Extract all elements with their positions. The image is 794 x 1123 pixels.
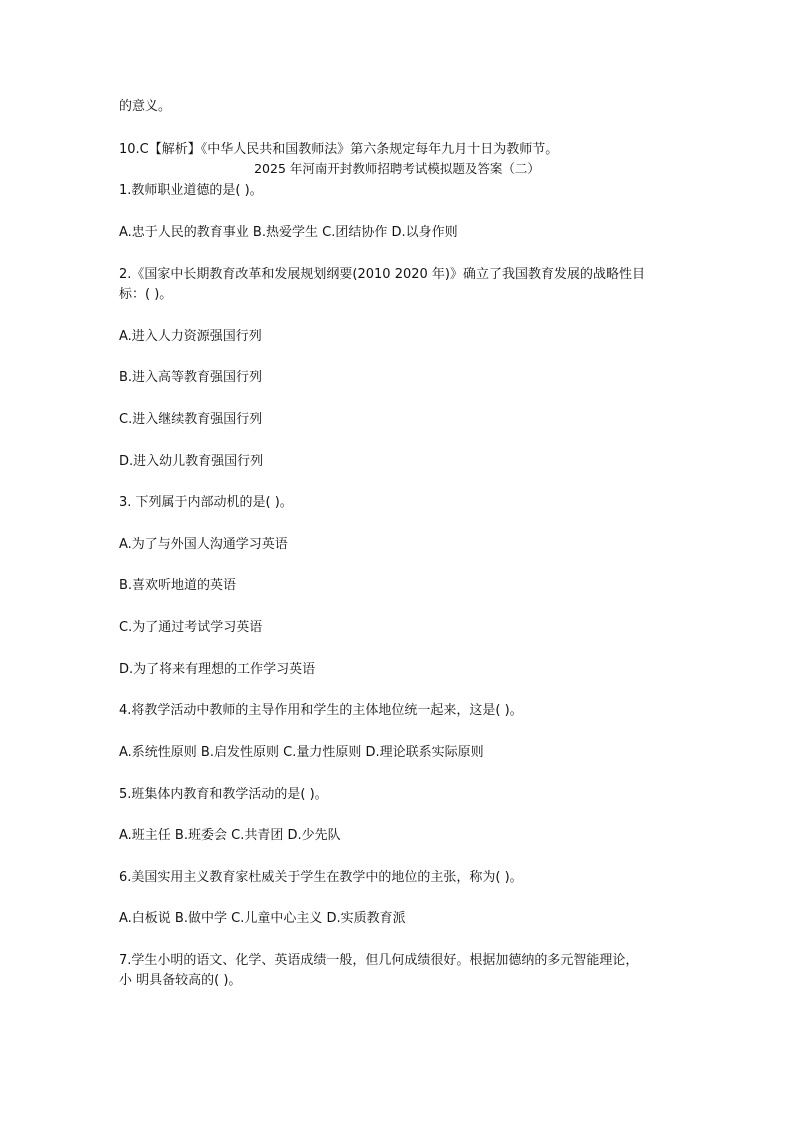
question-3-option-c: C.为了通过考试学习英语 [119, 620, 263, 635]
previous-text-tail: 的意义。 [119, 99, 172, 114]
question-3-option-b: B.喜欢听地道的英语 [119, 578, 237, 593]
document-title: 2025 年河南开封教师招聘考试模拟题及答案（二） [254, 161, 540, 176]
question-2-stem-line2: 标：( )。 [119, 287, 173, 302]
question-5-stem: 5.班集体内教育和教学活动的是( )。 [119, 787, 328, 802]
question-4-options: A.系统性原则 B.启发性原则 C.量力性原则 D.理论联系实际原则 [119, 745, 484, 760]
question-6-stem: 6.美国实用主义教育家杜威关于学生在教学中的地位的主张，称为( )。 [119, 870, 523, 885]
question-1-options: A.忠于人民的教育事业 B.热爱学生 C.团结协作 D.以身作则 [119, 225, 458, 240]
question-5-options: A.班主任 B.班委会 C.共青团 D.少先队 [119, 828, 341, 843]
previous-answer: 10.C【解析】《中华人民共和国教师法》第六条规定每年九月十日为教师节。 [119, 142, 559, 157]
question-7-stem-line2: 小 明具备较高的( )。 [119, 973, 242, 988]
question-1-stem: 1.教师职业道德的是( )。 [119, 183, 263, 198]
question-2-stem-line1: 2.《国家中长期教育改革和发展规划纲要(2010 2020 年)》确立了我国教育发展的战略性目 [119, 267, 645, 282]
question-6-options: A.白板说 B.做中学 C.儿童中心主义 D.实质教育派 [119, 911, 406, 926]
question-2-option-c: C.进入继续教育强国行列 [119, 412, 263, 427]
question-4-stem: 4.将教学活动中教师的主导作用和学生的主体地位统一起来，这是( )。 [119, 703, 523, 718]
question-2-option-a: A.进入人力资源强国行列 [119, 329, 262, 344]
question-7-stem-line1: 7.学生小明的语文、化学、英语成绩一般，但几何成绩很好。根据加德纳的多元智能理论， [119, 953, 639, 968]
question-3-stem: 3. 下列属于内部动机的是( )。 [119, 495, 293, 510]
question-2-option-d: D.进入幼儿教育强国行列 [119, 454, 264, 469]
question-3-option-a: A.为了与外国人沟通学习英语 [119, 537, 288, 552]
question-3-option-d: D.为了将来有理想的工作学习英语 [119, 662, 316, 677]
question-2-option-b: B.进入高等教育强国行列 [119, 370, 263, 385]
